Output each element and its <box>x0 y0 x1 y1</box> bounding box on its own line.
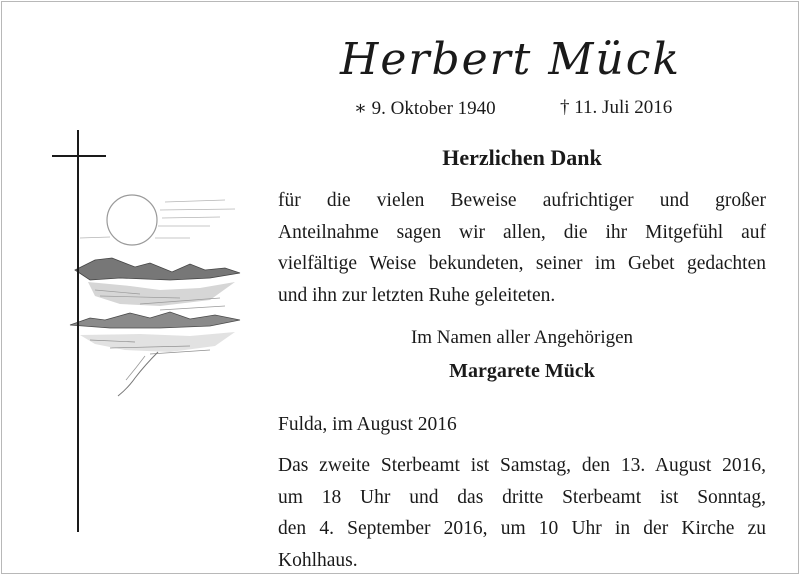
masses-text <box>278 450 766 576</box>
thanks-heading: Herzlichen Dank <box>278 145 766 171</box>
thanks-line: vielfältige Weise bekundeten, seiner im Gebet gedachten <box>278 248 766 280</box>
masses-line: Kohlhaus. <box>278 545 766 576</box>
on-behalf-text: Im Namen aller Angehörigen <box>278 327 766 349</box>
thanks-line: für die vielen Beweise aufrichtiger und großer <box>278 185 766 217</box>
thanks-text <box>278 185 766 311</box>
cross-landscape-illustration <box>40 120 255 540</box>
masses-line: Das zweite Sterbeamt ist Samstag, den 13. August 2016, <box>278 450 766 482</box>
masses-line: den 4. September 2016, um 10 Uhr in der Kirche zu <box>278 513 766 545</box>
signer-name: Margarete Mück <box>278 360 766 383</box>
place-date: Fulda, im August 2016 <box>278 414 457 436</box>
birth-date: ∗ 9. Oktober 1940 <box>354 97 496 120</box>
sun-icon <box>107 195 157 245</box>
death-date: † 11. Juli 2016 <box>560 97 672 119</box>
thanks-line: Anteilnahme sagen wir allen, die ihr Mitgefühl auf <box>278 217 766 249</box>
cross-icon <box>52 130 106 532</box>
masses-line: um 18 Uhr und das dritte Sterbeamt ist Sonntag, <box>278 482 766 514</box>
thanks-line: und ihn zur letzten Ruhe geleiteten. <box>278 280 766 312</box>
deceased-name: Herbert Mück <box>340 34 705 85</box>
